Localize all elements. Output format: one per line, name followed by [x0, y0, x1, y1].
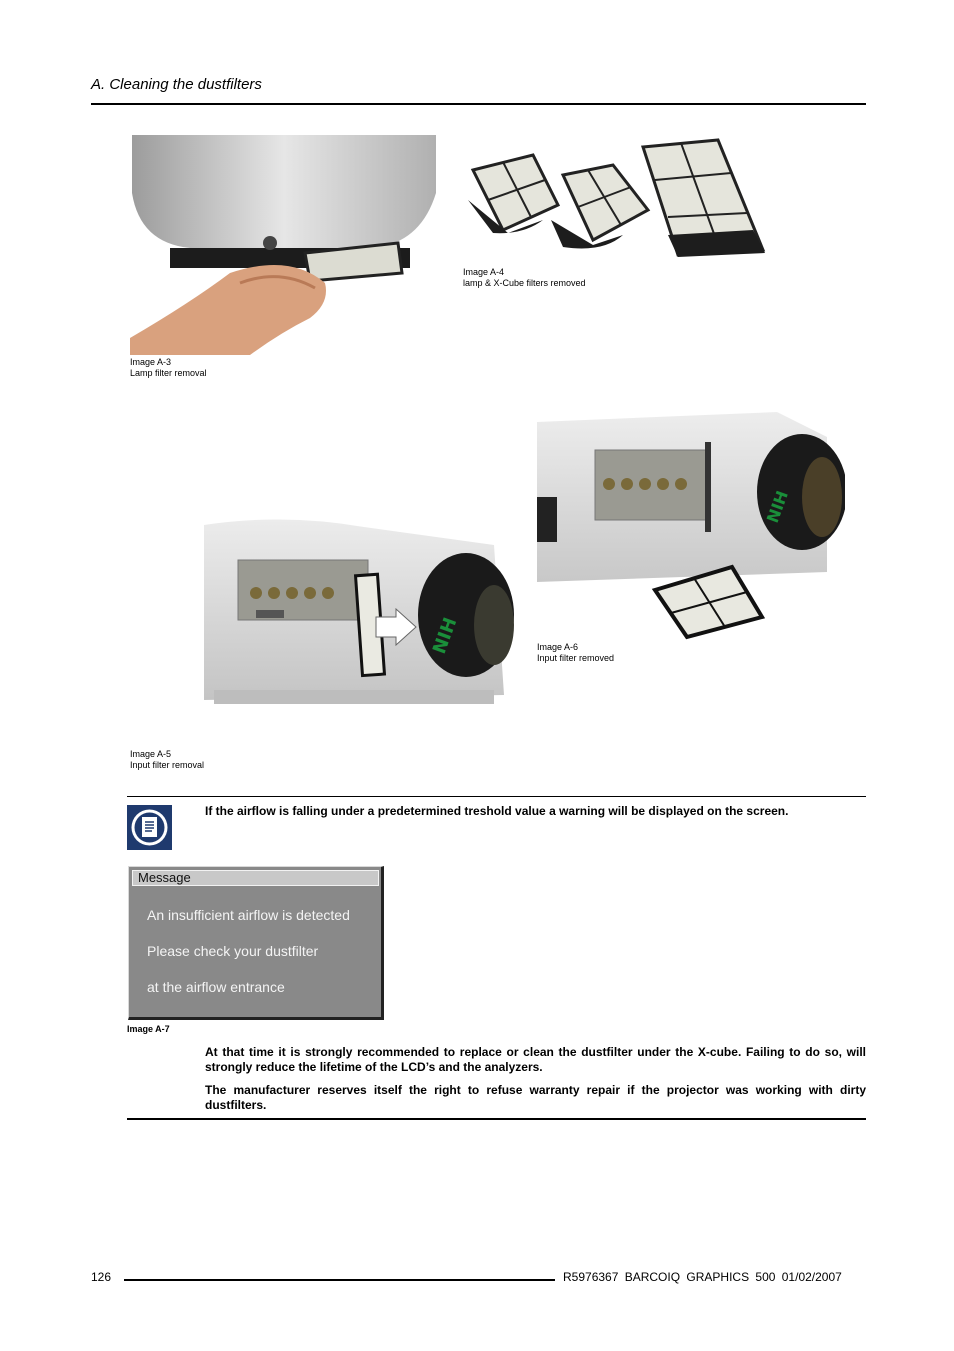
footer-doc-info: R5976367 BARCOIQ GRAPHICS 500 01/02/2007 — [563, 1270, 842, 1284]
section-end-rule — [127, 1118, 866, 1120]
lens-brand: NIH — [428, 614, 462, 657]
figure-caption: lamp & X-Cube filters removed — [463, 278, 586, 288]
figure-number: Image A-4 — [463, 267, 505, 277]
message-line: at the airflow entrance — [147, 979, 285, 995]
note-rule — [127, 796, 866, 797]
filter-small-2 — [551, 165, 648, 249]
figure-caption: Input filter removed — [537, 653, 615, 663]
figure-number: Image A-6 — [537, 642, 579, 652]
lens-brand: NIH — [762, 488, 792, 526]
note-document-icon — [127, 805, 172, 850]
page-number: 126 — [91, 1270, 112, 1284]
header-rule — [91, 103, 866, 105]
note-text: If the airflow is falling under a predetermined treshold value a warning will be displayed on the screen. — [205, 804, 789, 818]
photo-input-filter-removal — [204, 505, 514, 723]
message-line: Please check your dustfilter — [147, 943, 319, 959]
warning-message-window — [128, 866, 384, 1020]
message-window-title: Message — [132, 870, 379, 886]
warning-paragraph: At that time it is strongly recommended to replace or clean the dustfilter under the X-cube. Failing to do so, will strongly reduce the lifetime of the LCD’s and the analyzers. — [205, 1045, 866, 1074]
figure-caption: Input filter removal — [130, 760, 205, 770]
figure-number: Image A-3 — [130, 357, 172, 367]
warning-paragraph: The manufacturer reserves itself the right to refuse warranty repair if the projector was working with dirty dustfilters. — [205, 1083, 866, 1112]
filter-small-1 — [468, 155, 558, 233]
filter-large — [643, 140, 765, 257]
section-title: A. Cleaning the dustfilters — [91, 76, 262, 93]
figure-caption: Lamp filter removal — [130, 368, 207, 378]
photo-input-filter-removed — [537, 412, 845, 644]
figure-number: Image A-7 — [127, 1024, 170, 1034]
figure-number: Image A-5 — [130, 749, 172, 759]
footer-rule — [124, 1279, 555, 1281]
photo-filters-removed — [463, 135, 768, 260]
message-line: An insufficient airflow is detected — [147, 907, 350, 923]
photo-lamp-filter-removal — [130, 133, 438, 355]
